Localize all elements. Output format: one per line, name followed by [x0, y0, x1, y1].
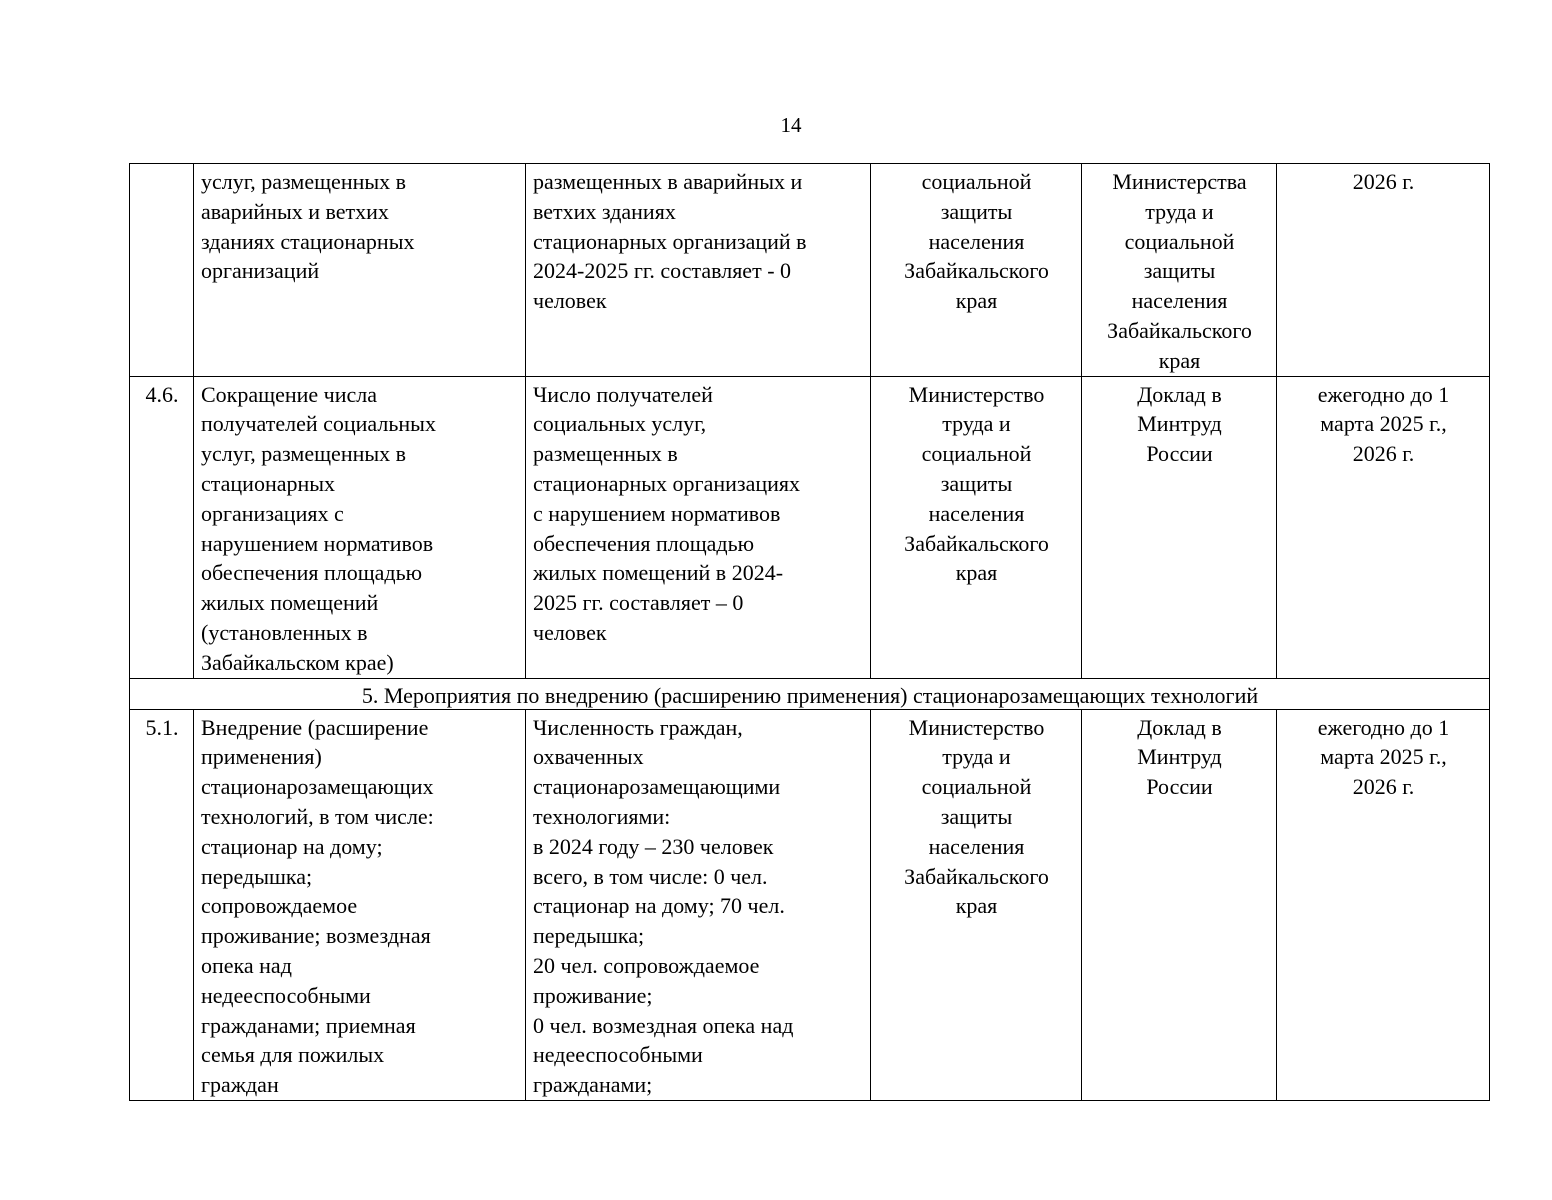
table-row [130, 376, 1490, 678]
measure-cell: Внедрение (расширение применения) стационарозамещающих технологий, в том числе: стационар на дому; передышка; сопровождаемое проживание; возмездная опека над недееспособными гражданами; приемная семья для пожилых граждан [194, 709, 526, 1100]
indicator-cell: Число получателей социальных услуг, размещенных в стационарных организациях с нарушением нормативов обеспечения площадью жилых помещений в 2024- 2025 гг. составляет – 0 человек [526, 376, 871, 678]
result-cell: Министерства труда и социальной защиты населения Забайкальского края [1082, 164, 1277, 377]
responsible-cell: Министерство труда и социальной защиты населения Забайкальского края [871, 376, 1082, 678]
deadline-cell: ежегодно до 1 марта 2025 г., 2026 г. [1277, 709, 1490, 1100]
measure-cell: услуг, размещенных в аварийных и ветхих зданиях стационарных организаций [194, 164, 526, 377]
section-row [130, 678, 1490, 709]
deadline-cell: ежегодно до 1 марта 2025 г., 2026 г. [1277, 376, 1490, 678]
indicator-cell: Численность граждан, охваченных стационарозамещающими технологиями: в 2024 году – 230 человек всего, в том числе: 0 чел. стационар на дому; 70 чел. передышка; 20 чел. сопровождаемое проживание; 0 чел. возмездная опека над недееспособными гражданами; [526, 709, 871, 1100]
indicator-cell: размещенных в аварийных и ветхих зданиях стационарных организаций в 2024-2025 гг. составляет - 0 человек [526, 164, 871, 377]
row-number: 5.1. [130, 709, 194, 1100]
result-cell: Доклад в Минтруд России [1082, 709, 1277, 1100]
deadline-cell: 2026 г. [1277, 164, 1490, 377]
responsible-cell: Министерство труда и социальной защиты населения Забайкальского края [871, 709, 1082, 1100]
page-number: 14 [780, 113, 802, 137]
responsible-cell: социальной защиты населения Забайкальского края [871, 164, 1082, 377]
measure-cell: Сокращение числа получателей социальных услуг, размещенных в стационарных организациях с нарушением нормативов обеспечения площадью жилых помещений (установленных в Забайкальском крае) [194, 376, 526, 678]
row-number [130, 164, 194, 377]
result-cell: Доклад в Минтруд России [1082, 376, 1277, 678]
table-row [130, 709, 1490, 1100]
row-number: 4.6. [130, 376, 194, 678]
table-row [130, 164, 1490, 377]
measures-table [129, 163, 1490, 1101]
section-title: 5. Мероприятия по внедрению (расширению применения) стационарозамещающих технологий [130, 678, 1490, 709]
